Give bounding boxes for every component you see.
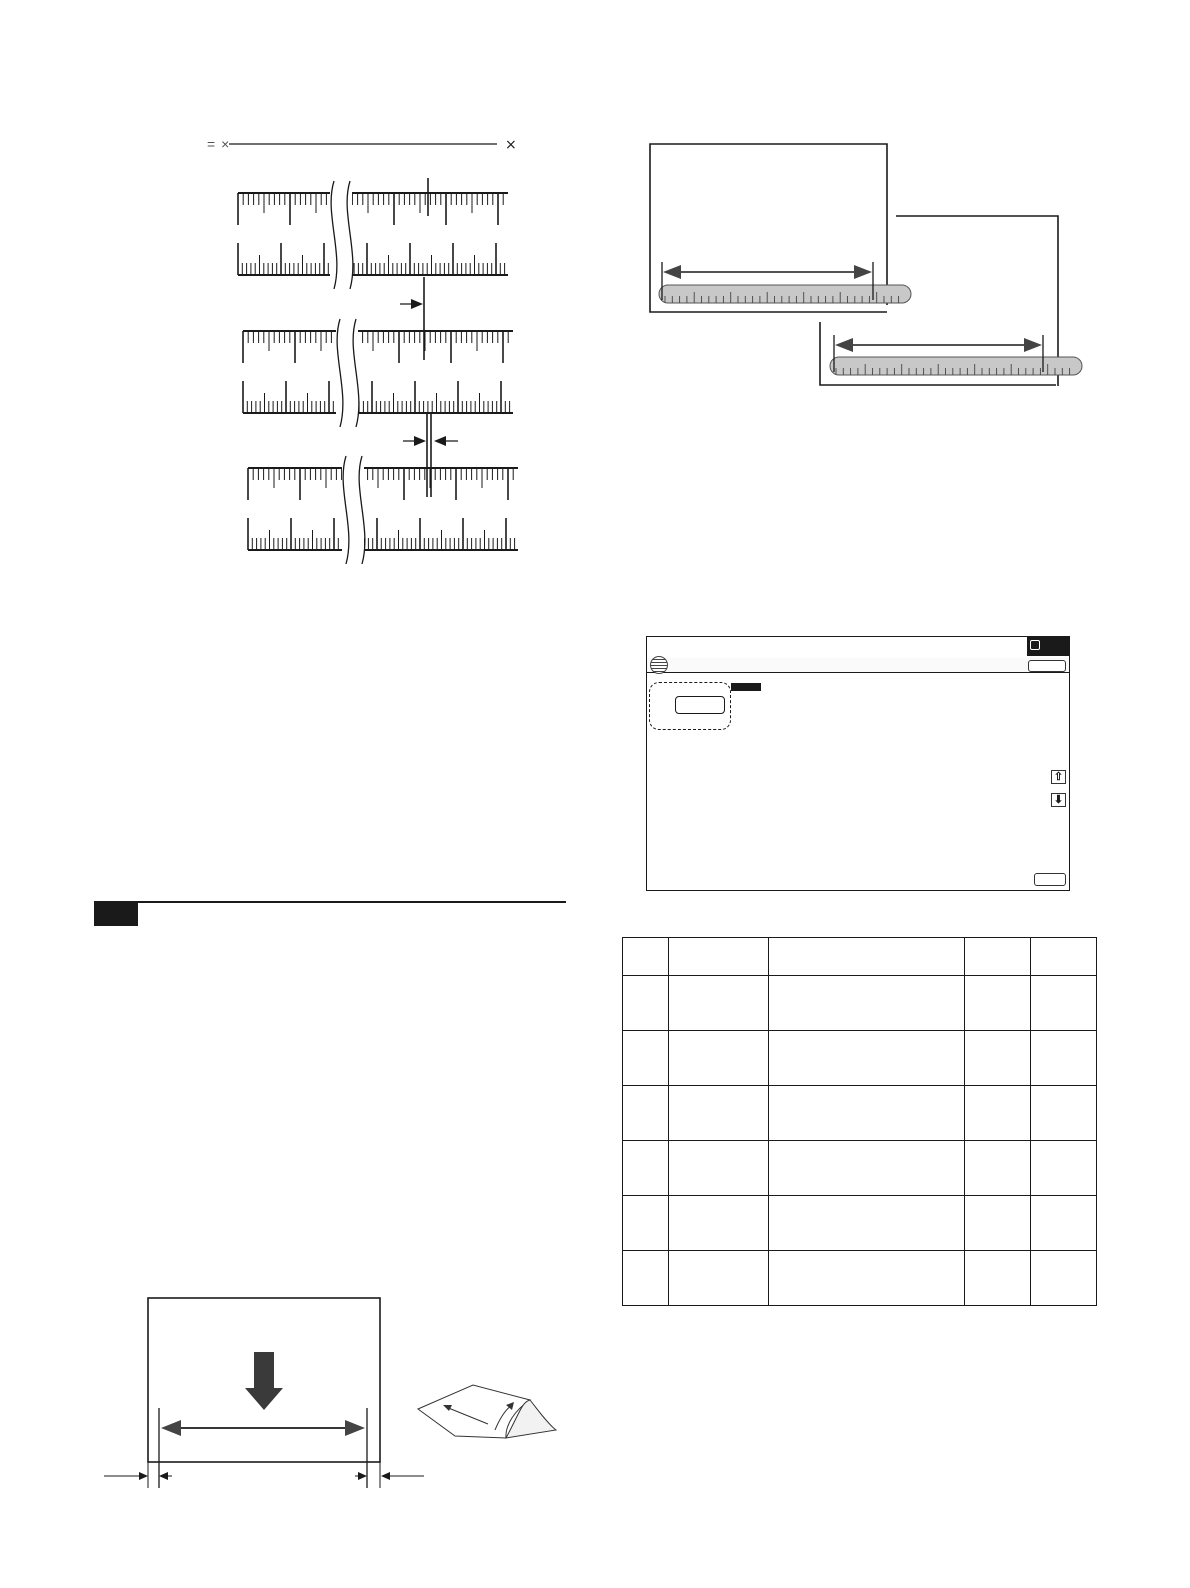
arrow-head — [139, 1472, 148, 1480]
cross-mark: × — [505, 137, 517, 153]
curled-paper-sketch — [418, 1385, 556, 1438]
down-arrow-icon[interactable]: ⬇ — [1051, 793, 1066, 807]
figure-symbols: = × — [207, 136, 231, 152]
arrow-head — [358, 1472, 367, 1480]
arrow-head — [381, 1472, 390, 1480]
arrow-head — [159, 1472, 168, 1480]
up-arrow-icon[interactable]: ⇧ — [1051, 770, 1066, 784]
